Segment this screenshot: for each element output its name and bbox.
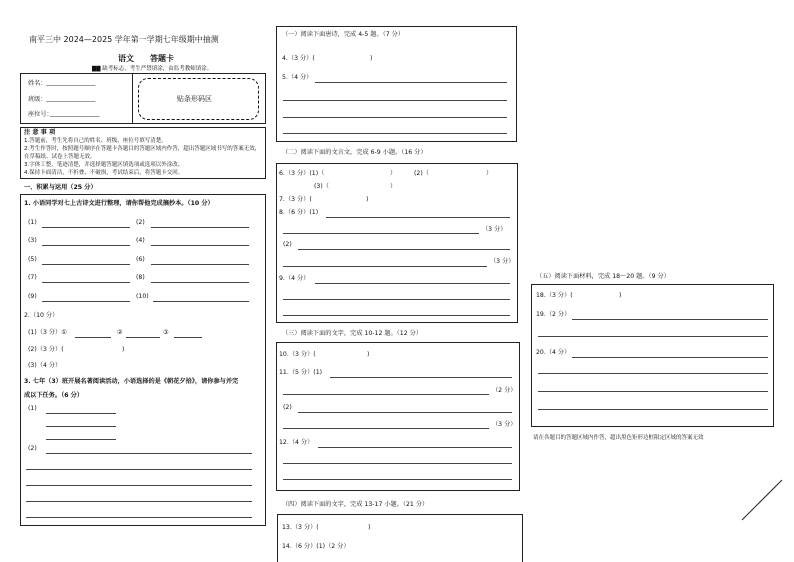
- seat-field[interactable]: ________________: [50, 110, 100, 117]
- q14-label: 14.（6 分）(1)（2 分）: [282, 543, 350, 550]
- q12-answer-line[interactable]: [283, 479, 512, 480]
- q18-label: 18.（3 分）(: [536, 292, 573, 299]
- q1-answer-line[interactable]: [153, 301, 249, 302]
- q2-2-label: (2)（3 分）(: [28, 346, 64, 353]
- q20-answer-line[interactable]: [538, 409, 768, 410]
- section-reading-four-box: [277, 514, 523, 562]
- q11-answer-line[interactable]: [283, 394, 489, 395]
- q11-label: 11.（5 分）(1): [279, 369, 323, 376]
- subject-title: 语文 答题卡: [118, 54, 174, 63]
- q9-answer-line[interactable]: [283, 299, 510, 300]
- q11-answer-line[interactable]: [283, 428, 489, 429]
- q3-1-answer-line[interactable]: [46, 439, 116, 440]
- q6-label-3: (3)（: [314, 183, 329, 190]
- q13-label: 13.（3 分）(: [282, 524, 319, 531]
- q10-close: ): [367, 351, 370, 358]
- q9-answer-line[interactable]: [315, 283, 510, 284]
- q11-answer-line[interactable]: [330, 377, 512, 378]
- q11-score-2: （3 分）: [492, 421, 517, 428]
- q19-answer-line[interactable]: [572, 319, 768, 320]
- exam-title: 南平三中 2024—2025 学年第一学期七年级期中抽测: [29, 35, 219, 44]
- q11-answer-line[interactable]: [298, 412, 512, 413]
- q2-1-label-b: ②: [117, 329, 123, 336]
- q6-close-3: ）: [390, 183, 397, 190]
- info-divider: [132, 74, 133, 123]
- absence-notice: ▇▇ 缺考标志，考生严禁填涂，由监考教师填涂。: [92, 66, 213, 72]
- q1-item-label: (8): [136, 274, 145, 281]
- q2-3-label: (3)（4 分）: [28, 362, 62, 369]
- q3-prompt: 3. 七年（3）班开展名著阅读活动，小语选择的是《朝花夕拾》，请你参与并完: [24, 378, 239, 385]
- q1-item-label: (1): [28, 219, 37, 226]
- note-item: 1.答题前，考生先将自己的姓名、班级、座位号填写清楚。: [24, 138, 167, 144]
- q7-close: ): [366, 196, 369, 203]
- q3-2-answer-line[interactable]: [26, 485, 252, 486]
- q3-2-answer-line[interactable]: [26, 517, 252, 518]
- section-reading-three-title: （三）阅读下面的文字，完成 10-12 题。（12 分）: [282, 330, 423, 337]
- q10-label: 10.（3 分）(: [279, 351, 316, 358]
- q1-answer-line[interactable]: [151, 227, 249, 228]
- q8-answer-line[interactable]: [298, 249, 510, 250]
- q20-label: 20.（4 分）: [536, 349, 571, 356]
- q1-item-label: (5): [28, 256, 37, 263]
- q20-answer-line[interactable]: [572, 357, 768, 358]
- q1-answer-line[interactable]: [42, 245, 130, 246]
- section-tang-poem-box: [276, 26, 517, 142]
- q3-2-label: (2): [28, 445, 37, 452]
- q8-score-1: （3 分）: [482, 226, 507, 233]
- q12-answer-line[interactable]: [318, 447, 512, 448]
- q5-answer-line[interactable]: [283, 100, 507, 101]
- q2-1-answer-line[interactable]: [174, 337, 202, 338]
- q3-1-label: (1): [28, 405, 37, 412]
- q2-prompt: 2.（10 分）: [24, 312, 59, 319]
- q8-answer-line[interactable]: [326, 217, 510, 218]
- q1-item-label: (10): [136, 293, 149, 300]
- q1-item-label: (2): [136, 219, 145, 226]
- q12-label: 12.（4 分）: [279, 439, 314, 446]
- q7-label: 7.（3 分）(: [279, 196, 312, 203]
- q3-2-answer-line[interactable]: [46, 453, 252, 454]
- q3-prompt-cont: 成以下任务。（6 分）: [24, 392, 84, 399]
- q3-1-answer-line[interactable]: [46, 426, 116, 427]
- q5-answer-line[interactable]: [283, 133, 507, 134]
- q2-2-close: ): [122, 346, 125, 353]
- q3-1-answer-line[interactable]: [46, 413, 116, 414]
- q1-item-label: (6): [136, 256, 145, 263]
- q1-item-label: (9): [28, 293, 37, 300]
- q8-score-2: （3 分）: [490, 258, 515, 265]
- q1-answer-line[interactable]: [42, 282, 130, 283]
- notes-title: 注 意 事 项: [24, 129, 56, 136]
- q5-answer-line[interactable]: [283, 117, 507, 118]
- q1-answer-line[interactable]: [42, 301, 130, 302]
- section-reading-three-box: [276, 342, 520, 491]
- section-tang-poem-title: （一）阅读下面唐诗，完成 4-5 题。（7 分）: [282, 31, 405, 38]
- note-item: 2.考生作答时，按照题号顺序在答题卡各题目的答题区域内作答，超出答题区域书写的答案无效，: [24, 146, 261, 152]
- q8-answer-line[interactable]: [283, 233, 479, 234]
- q5-answer-line[interactable]: [315, 82, 507, 83]
- q20-answer-line[interactable]: [538, 373, 768, 374]
- q9-label: 9.（4 分）: [279, 275, 310, 282]
- q3-2-answer-line[interactable]: [26, 469, 252, 470]
- note-item: 4.保持卡面清洁，不折叠、不破损，考试结束后，将答题卡交回。: [24, 170, 184, 176]
- barcode-label: 贴条形码区: [177, 95, 212, 103]
- q1-answer-line[interactable]: [151, 245, 249, 246]
- q19-answer-line[interactable]: [538, 336, 768, 337]
- q1-prompt: 1. 小语同学对七上古诗文进行整理，请你帮他完成摘抄本。（10 分）: [24, 200, 214, 207]
- q6-label: 6.（3 分）(1)（: [279, 170, 325, 177]
- q2-1-label: (1)（3 分）①: [28, 329, 67, 336]
- q1-answer-line[interactable]: [151, 282, 249, 283]
- q1-answer-line[interactable]: [151, 264, 249, 265]
- q5-label: 5.（4 分）: [282, 74, 313, 81]
- section-reading-four-title: （四）阅读下面的文字，完成 13-17 小题。（21 分）: [282, 501, 429, 508]
- section-one-title: 一、积累与运用（25 分）: [24, 184, 97, 191]
- q6-close-1: ）: [390, 170, 397, 177]
- q1-item-label: (4): [136, 237, 145, 244]
- q19-label: 19.（2 分）: [536, 311, 571, 318]
- q1-answer-line[interactable]: [42, 264, 130, 265]
- q1-item-label: (7): [28, 274, 37, 281]
- q20-answer-line[interactable]: [538, 391, 768, 392]
- q2-1-answer-line[interactable]: [75, 337, 111, 338]
- q8-2-label: (2): [283, 241, 292, 248]
- name-label: 姓名：: [28, 80, 47, 87]
- q4-label: 4.（3 分）(: [282, 55, 315, 62]
- seat-label: 座位号：: [28, 111, 53, 118]
- q8-label: 8.（6 分）(1): [279, 209, 319, 216]
- q11-score-1: （2 分）: [492, 387, 517, 394]
- q8-answer-line[interactable]: [283, 266, 487, 267]
- q13-close: ): [368, 524, 371, 531]
- q2-1-label-c: ③: [163, 329, 169, 336]
- section-classical-title: （二）阅读下面的文言文，完成 6-9 小题。（16 分）: [282, 149, 427, 156]
- q18-close: ): [619, 292, 622, 299]
- q11-2-label: (2): [283, 404, 292, 411]
- note-item: 3.字体工整，笔迹清楚，并选择题答题区填选项或选项以外涂改、: [24, 162, 184, 168]
- q1-item-label: (3): [28, 237, 37, 244]
- section-material-title: （五）阅读下面材料，完成 18～20 题。（9 分）: [536, 273, 670, 280]
- diagonal-slash-mark: [740, 478, 784, 522]
- q9-answer-line[interactable]: [283, 315, 510, 316]
- q6-close-2: ）: [486, 170, 493, 177]
- class-label: 班级：: [28, 96, 47, 103]
- name-field[interactable]: ________________: [46, 79, 96, 86]
- class-field[interactable]: ________________: [46, 95, 96, 102]
- answer-area-warning: 请在各题目的答题区域内作答，超出黑色矩形边框限定区域的答案无效: [533, 435, 704, 441]
- q4-close: ): [370, 55, 373, 62]
- q3-2-answer-line[interactable]: [26, 501, 252, 502]
- q6-label-2: (2)（: [414, 170, 429, 177]
- note-item: 在草稿纸、试卷上答题无效。: [24, 154, 96, 160]
- q2-1-answer-line[interactable]: [126, 337, 160, 338]
- q12-answer-line[interactable]: [283, 463, 512, 464]
- q1-answer-line[interactable]: [42, 227, 130, 228]
